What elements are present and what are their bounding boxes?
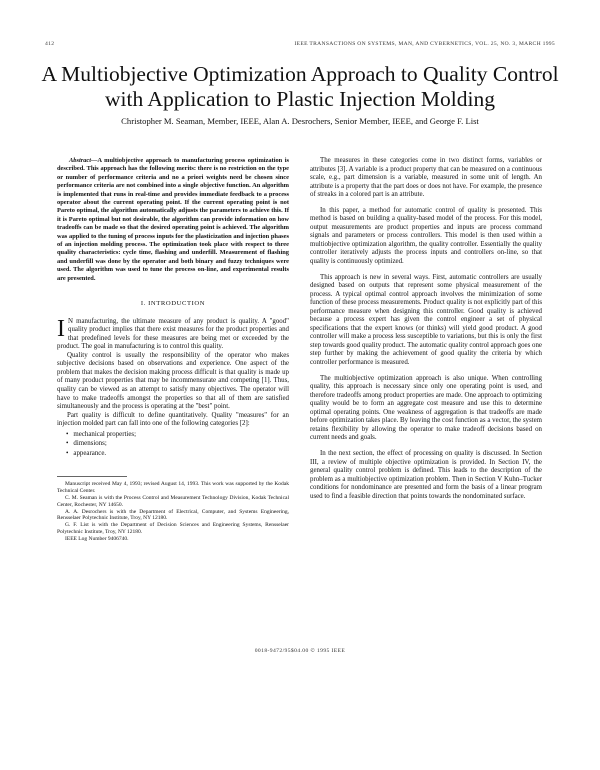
footnote-author-3: G. F. List is with the Department of Decision Sciences and Engineering Systems, Rensselaer Polytechnic Institute, Troy, NY 12180. xyxy=(57,522,289,535)
copyright-line: 0018-9472/95$04.00 © 1995 IEEE xyxy=(254,648,346,654)
list-item: • dimensions; xyxy=(73,440,289,449)
abstract xyxy=(57,157,289,283)
list-item: • mechanical properties; xyxy=(73,431,289,440)
body-paragraph-2: In this paper, a method for automatic control of quality is presented. This method is based on building a quality-based model of the process. For this model, output measurements are product properties and inputs are process command signals and parameters or process controllers. This model is then used within a multiobjective optimization algorithm, the quality controller. Essentially the quality controller iteratively adjusts the process inputs and controllers on-line, so that quality is continuously optimized. xyxy=(310,206,542,266)
footnotes xyxy=(57,476,289,542)
paper-title: A Multiobjective Optimization Approach to Quality Control with Application to Plastic Injection Molding xyxy=(41,62,559,111)
body-paragraph-4: The multiobjective optimization approach is also unique. When controlling quality, this approach is necessary since only one operating point is used, and therefore tradeoffs among product properties are made. One approach to optimizing quality would be to form an aggregate cost measure and use this to determine optimal operating points. One weakness of aggregation is that tradeoffs are made before optimization takes place. By leaving the cost function as a vector, the system retains flexibility by allowing the operator to make tradeoff decisions based on current needs and goals. xyxy=(310,374,542,442)
intro-paragraph-2: Quality control is usually the responsibility of the operator who makes subjective decisions based on observations and experience. One aspect of the problem that makes the decision making process difficult is that quality is made up of many product properties that may be incommensurate and competing [1]. Thus, quality can be viewed as an attempt to satisfy many objectives. The operator will have to make tradeoffs amongst the properties so that all of them are satisfied simultaneously and the process is operating at the "best" point. xyxy=(57,351,289,411)
body-paragraph-5: In the next section, the effect of processing on quality is discussed. In Section III, a review of multiple objective optimization is provided. In Section IV, the general quality control problem is defined. This leads to the description of the problem as a multiobjective optimization problem. Then in Section V Kuhn–Tucker conditions for nondominance are presented and form the basis of a linear program used to find a feasible direction that points towards the nondominated surface. xyxy=(310,449,542,500)
authors-line: Christopher M. Seaman, Member, IEEE, Alan A. Desrochers, Senior Member, IEEE, and George F. List xyxy=(121,116,479,126)
drop-cap: I xyxy=(57,315,65,342)
right-column xyxy=(310,157,542,501)
list-item: • appearance. xyxy=(73,450,289,459)
footnote-received: Manuscript received May 4, 1993; revised August 14, 1993. This work was supported by the Kodak Technical Center. xyxy=(57,481,289,495)
footnote-author-2: A. A. Desrochers is with the Department of Electrical, Computer, and Systems Engineering, Rensselaer Polytechnic Institute, Troy, NY 12180. xyxy=(57,508,289,522)
page-number: 412 xyxy=(45,41,55,47)
body-paragraph-1: The measures in these categories come in two distinct forms, variables or attributes [3]. A variable is a product property that can be measured on a continuous scale, e.g., part dimension is a variable, measured in some unit of length. An attribute is a property that the part does or does not have. For example, the presence of streaks in a colored part is an attribute. xyxy=(310,157,542,199)
intro-paragraph-1 xyxy=(57,315,289,352)
footnote-author-1: C. M. Seaman is with the Process Control and Measurement Technology Division, Kodak Technical Center, Rochester, NY 14650. xyxy=(57,494,289,508)
journal-name: IEEE TRANSACTIONS ON SYSTEMS, MAN, AND CYBERNETICS, VOL. 25, NO. 3, MARCH 1995 xyxy=(294,41,555,47)
footnote-rule xyxy=(57,476,127,477)
quality-categories-list xyxy=(73,431,289,459)
left-column xyxy=(57,157,289,543)
intro-paragraph-3: Part quality is difficult to define quantitatively. Quality "measures" for an injection molded part can fall into one of the following categories [2]: xyxy=(57,411,289,428)
abstract-text: —A multiobjective approach to manufacturing process optimization is described. This approach has the following merits: there is no restriction on the type or number of performance criteria and no a priori weights need be chosen since performance criteria are not combined into a single objective function. An algorithm is implemented that runs in real-time and provides immediate feedback to a process operator about the current operating point. If the current operating point is not Pareto optimal, the algorithm automatically adjusts the parameters to achieve this. If it is Pareto optimal but not desirable, the algorithm can provide information on how tradeoffs can be made so that the desired operating point is achieved. The algorithm was applied to the tuning of process inputs for the plasticization and injection phases of an injection molding process. The optimization took place with respect to three quality characteristics: cycle time, flashing and underfill. Measurement of flashing and underfill was done by the operator and both binary and fuzzy techniques were used. The algorithm was used to tune the process on-line, and experimental results are presented. xyxy=(57,157,289,282)
abstract-label: Abstract xyxy=(69,157,92,164)
running-head xyxy=(45,41,555,51)
body-paragraph-3: This approach is new in several ways. First, automatic controllers are usually designed based on outputs that represent some physical measurement of the process. A typical optimal control approach involves the minimization of some function of these process measurements. Product quality is not explicitly part of this performance measure when designing this controller. Good quality is achieved because a process expert has given the control engineer a set of physical specifications that the expert knows (or thinks) will yield good product. A good controller will make a process less susceptible to variations, but this is only the first step towards good quality product. The automatic quality control approach goes one step further by making the achievement of good quality the criteria by which controller performance is measured. xyxy=(310,273,542,367)
footnote-ieee-log: IEEE Log Number 9406740. xyxy=(65,535,129,542)
section-heading-introduction: I. INTRODUCTION xyxy=(140,300,206,308)
intro-paragraph-1-text: N manufacturing, the ultimate measure of any product is quality. A "good" quality product implies that there exist measures for the product properties and that predefined levels for these measures are being met or exceeded by the product. The goal in manufacturing is to control this quality. xyxy=(57,317,289,351)
